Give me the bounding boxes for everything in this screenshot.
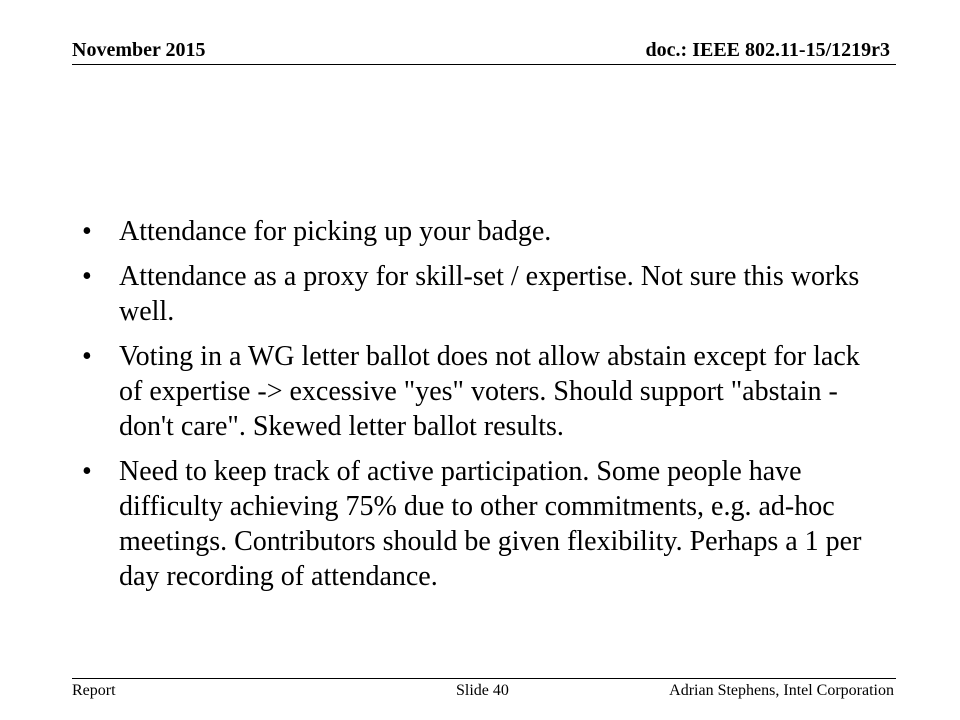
bullet-icon: • xyxy=(82,456,92,487)
footer-report-label: Report xyxy=(72,682,116,699)
header-doc-id: doc.: IEEE 802.11-15/1219r3 xyxy=(645,39,890,61)
bullet-item xyxy=(82,339,882,444)
bullet-text: Need to keep track of active participation. Some people have difficulty achieving 75% due to other commitments, e.g. ad-hoc meetings. Contributors should be given flexibility. Perhaps a 1 per day recording of attendance. xyxy=(119,456,862,592)
footer-divider xyxy=(72,678,896,679)
bullet-icon: • xyxy=(82,341,92,372)
bullet-list xyxy=(82,214,882,604)
header-date: November 2015 xyxy=(72,39,206,61)
bullet-item xyxy=(82,214,882,249)
bullet-icon: • xyxy=(82,216,92,247)
bullet-item xyxy=(82,454,882,594)
footer-slide-number: Slide 40 xyxy=(456,682,509,699)
bullet-text: Voting in a WG letter ballot does not allow abstain except for lack of expertise -> excessive "yes" voters. Should support "abstain - don't care". Skewed letter ballot results. xyxy=(119,341,860,442)
header-divider xyxy=(72,64,896,65)
footer-author: Adrian Stephens, Intel Corporation xyxy=(669,682,894,699)
bullet-text: Attendance as a proxy for skill-set / expertise. Not sure this works well. xyxy=(119,261,860,327)
bullet-icon: • xyxy=(82,261,92,292)
bullet-item xyxy=(82,259,882,329)
bullet-text: Attendance for picking up your badge. xyxy=(119,216,552,247)
